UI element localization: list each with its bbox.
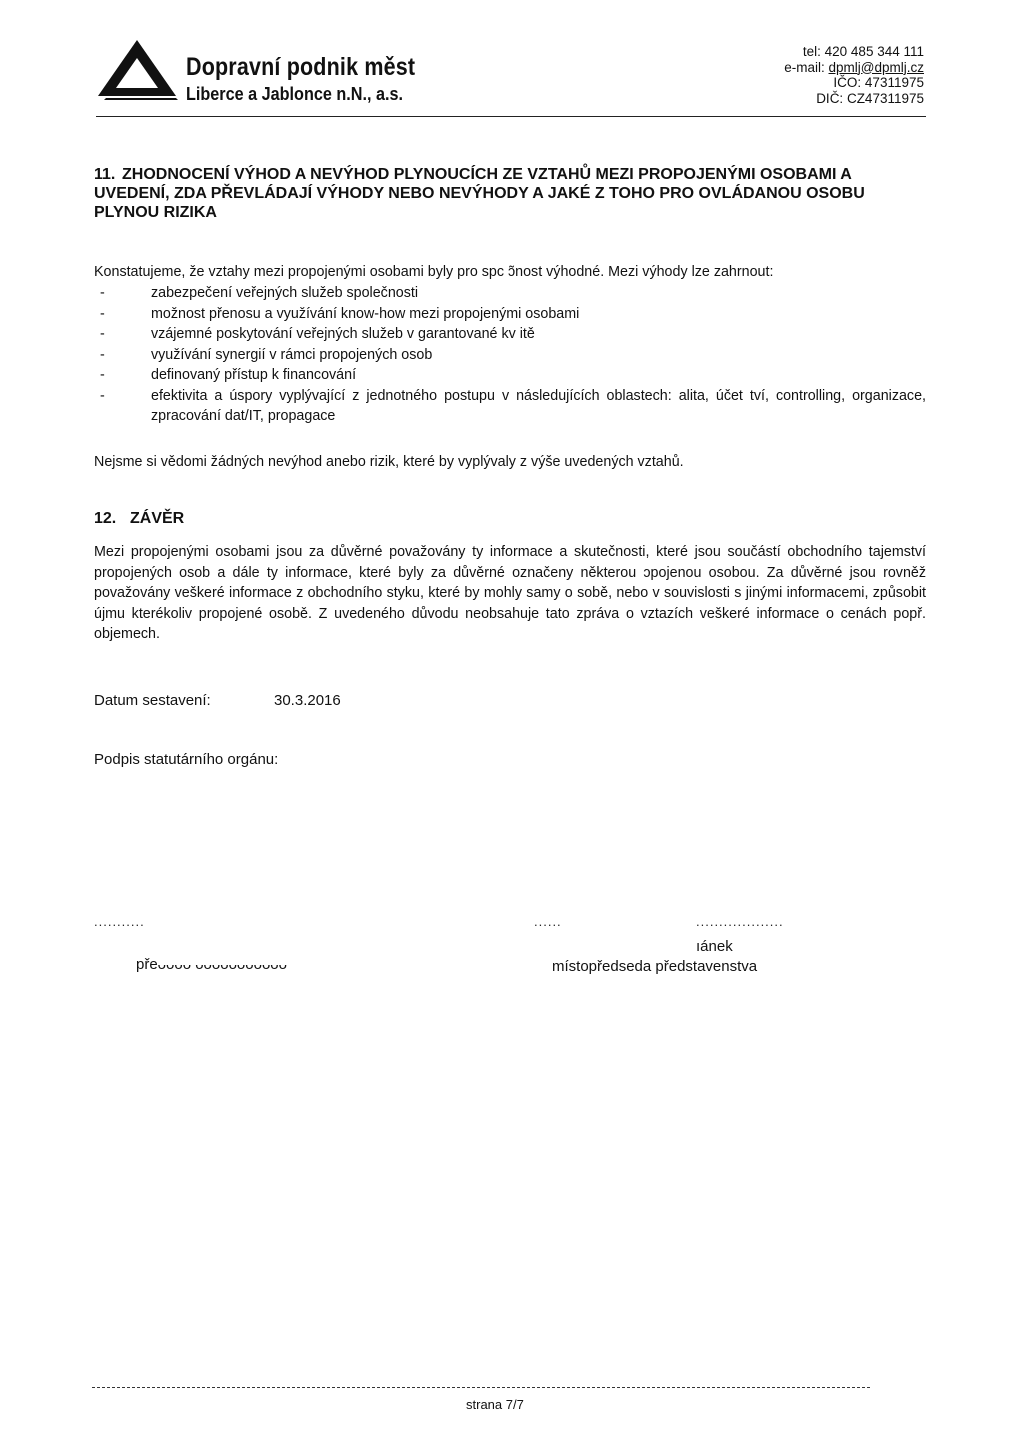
list-item: - možnost přenosu a využívání know-how mezi propojenými osobami	[94, 304, 926, 325]
signatory-role-right: místopředseda představenstva	[552, 958, 758, 975]
section-12-title: ZÁVĚR	[130, 510, 185, 527]
list-item: - efektivita a úspory vyplývající z jednotného postupu v následujících oblastech: alita, účet tví, controlling, organizace, zpracování dat/IT, propagace	[94, 386, 926, 427]
footer-divider	[92, 1387, 870, 1388]
section-11-intro: Konstatujeme, že vztahy mezi propojenými osobami byly pro spc ɔ̃nost výhodné. Mezi výhody lze zahrnout:	[94, 264, 774, 280]
signature-line-left: ...........	[94, 914, 145, 929]
benefits-list	[94, 283, 926, 427]
date-label: Datum sestavení:	[94, 692, 211, 709]
list-item: - definovaný přístup k financování	[94, 365, 926, 386]
company-subtitle: Liberce a Jablonce n.N., a.s.	[186, 84, 403, 104]
list-item: - vzájemné poskytování veřejných služeb v garantované kv itě	[94, 324, 926, 345]
email-link[interactable]: dpmlj@dpmlj.cz	[828, 59, 924, 75]
email-label: e-mail:	[784, 59, 829, 75]
section-11-title: ZHODNOCENÍ VÝHOD A NEVÝHOD PLYNOUCÍCH ZE VZTAHŮ MEZI PROPOJENÝMI OSOBAMI A UVEDENÍ, ZDA PŘEVLÁDAJÍ VÝHODY NEBO NEVÝHODY A JAKÉ Z TOHO PRO OVLÁDANOU OSOBU PLYNOU RIZIKA	[94, 166, 865, 221]
dic-number: DIČ: CZ47311975	[816, 90, 924, 106]
signature-line-middle: ......	[534, 914, 562, 929]
section-11-number: 11.	[94, 166, 116, 183]
company-name: Dopravní podnik měst	[186, 53, 416, 81]
signature-label: Podpis statutárního orgánu:	[94, 751, 279, 768]
email-line	[784, 60, 924, 76]
no-risk-statement: Nejsme si vědomi žádných nevýhod anebo rizik, které by vyplývaly z výše uvedených vztahů.	[94, 454, 684, 470]
signatory-role-left: přeᴗᴗᴗᴗ ᴗᴗᴗᴗᴗᴗᴗᴗᴗᴗᴗ	[136, 956, 287, 973]
section-12-number: 12.	[94, 510, 117, 527]
phone-number: tel: 420 485 344 111	[802, 44, 924, 59]
signature-line-right: ...................	[696, 914, 784, 929]
conclusion-paragraph: Mezi propojenými osobami jsou za důvěrné považovány ty informace a skutečnosti, které jsou součástí obchodního tajemství propojených osob a dále ty informace, které byly za důvěrné označeny některou ɔpojenou osobou. Za důvěrné jsou rovněž považovány veškeré informace z obchodního styku, které by mohly samy o sobě, nebo v souvislosti s jinými informacemi, způsobit újmu kterékoliv propojené osobě. Z uvedeného důvodu neobsahuje tato zpráva o vztazích veškeré informace o cenách popř. objemech.	[94, 544, 926, 642]
contact-block	[784, 44, 924, 106]
ico-number: IČO: 47311975	[833, 75, 924, 90]
list-item: - zabezpečení veřejných služeb společnosti	[94, 283, 926, 304]
signatory-title-right: ıánek	[696, 938, 733, 955]
list-item: - využívání synergií v rámci propojených osob	[94, 345, 926, 366]
section-11-heading	[94, 165, 926, 222]
section-12-heading	[94, 510, 184, 528]
page-number: strana 7/7	[466, 1397, 524, 1412]
triangle-logo-icon	[96, 38, 178, 100]
date-value: 30.3.2016	[274, 692, 341, 709]
header-divider	[96, 116, 926, 117]
